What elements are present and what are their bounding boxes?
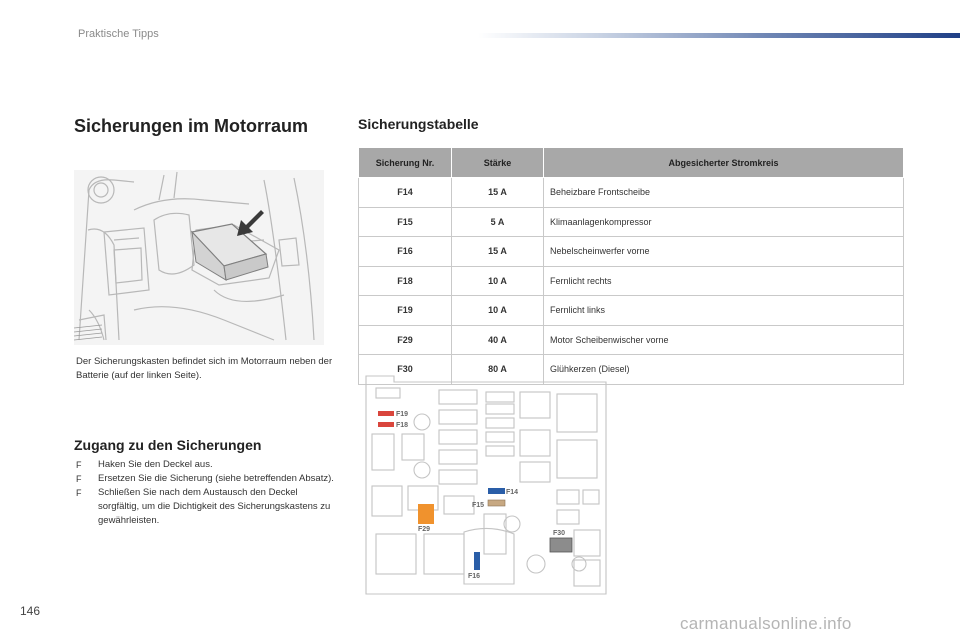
column-header-circuit: Abgesicherter Stromkreis bbox=[544, 148, 904, 178]
table-row bbox=[359, 207, 904, 237]
fuse-rating: 80 A bbox=[452, 355, 544, 385]
fuse-box-diagram bbox=[364, 374, 612, 596]
fuse-circuit: Klimaanlagenkompressor bbox=[544, 207, 904, 237]
step-text: Ersetzen Sie die Sicherung (siehe betreffenden Absatz). bbox=[98, 473, 334, 484]
fuse-number: F30 bbox=[359, 355, 452, 385]
fuse-table bbox=[358, 147, 904, 385]
fuse-f16-icon bbox=[474, 552, 480, 570]
bullet-icon: F bbox=[76, 474, 82, 484]
fuse-f15-icon bbox=[488, 500, 505, 506]
header-gradient-bar bbox=[478, 33, 960, 38]
bullet-icon: F bbox=[76, 460, 82, 470]
fuse-f30-icon bbox=[550, 538, 572, 552]
page-number: 146 bbox=[20, 604, 41, 618]
column-header-fuse: Sicherung Nr. bbox=[359, 148, 452, 178]
section-title: Sicherungen im Motorraum bbox=[74, 116, 309, 136]
fuse-label-f29: F29 bbox=[418, 526, 431, 533]
table-row bbox=[359, 325, 904, 355]
fuse-circuit: Fernlicht links bbox=[544, 296, 904, 326]
fuse-label-f30: F30 bbox=[553, 530, 566, 537]
step-text: Schließen Sie nach dem Austausch den Deckel sorgfältig, um die Dichtigkeit des Sicherungskastens zu gewährleisten. bbox=[98, 487, 331, 526]
fuse-number: F16 bbox=[359, 237, 452, 267]
fuse-label-f19: F19 bbox=[396, 411, 409, 418]
fuse-rating: 5 A bbox=[452, 207, 544, 237]
step-item bbox=[76, 458, 336, 472]
fuse-circuit: Nebelscheinwerfer vorne bbox=[544, 237, 904, 267]
fuse-f14-icon bbox=[488, 488, 505, 494]
fuse-f29-icon bbox=[418, 504, 434, 524]
fuse-label-f14: F14 bbox=[506, 489, 519, 496]
fuse-number: F15 bbox=[359, 207, 452, 237]
fuse-number: F14 bbox=[359, 178, 452, 208]
location-caption: Der Sicherungskasten befindet sich im Motorraum neben der Batterie (auf der linken Seite). bbox=[76, 356, 333, 381]
fuse-f19-icon bbox=[378, 411, 394, 416]
watermark: carmanualsonline.info bbox=[680, 614, 852, 633]
fuse-number: F19 bbox=[359, 296, 452, 326]
fuse-number: F29 bbox=[359, 325, 452, 355]
running-header: Praktische Tipps bbox=[78, 28, 159, 40]
fuse-circuit: Beheizbare Frontscheibe bbox=[544, 178, 904, 208]
table-row bbox=[359, 296, 904, 326]
step-item bbox=[76, 472, 336, 486]
step-text: Haken Sie den Deckel aus. bbox=[98, 459, 213, 470]
column-header-rating: Stärke bbox=[452, 148, 544, 178]
fuse-rating: 10 A bbox=[452, 296, 544, 326]
fuse-label-f16: F16 bbox=[468, 573, 481, 580]
access-title: Zugang zu den Sicherungen bbox=[74, 437, 262, 453]
table-title: Sicherungstabelle bbox=[358, 116, 479, 132]
fuse-rating: 15 A bbox=[452, 178, 544, 208]
fuse-circuit: Motor Scheibenwischer vorne bbox=[544, 325, 904, 355]
fuse-circuit: Glühkerzen (Diesel) bbox=[544, 355, 904, 385]
fuse-rating: 10 A bbox=[452, 266, 544, 296]
table-header-row bbox=[359, 148, 904, 178]
fuse-circuit: Fernlicht rechts bbox=[544, 266, 904, 296]
engine-compartment-illustration bbox=[74, 170, 324, 345]
step-item bbox=[76, 486, 336, 528]
fuse-label-f15: F15 bbox=[472, 502, 485, 509]
fuse-rating: 40 A bbox=[452, 325, 544, 355]
table-row bbox=[359, 237, 904, 267]
access-steps bbox=[76, 458, 336, 528]
fuse-rating: 15 A bbox=[452, 237, 544, 267]
fuse-f18-icon bbox=[378, 422, 394, 427]
bullet-icon: F bbox=[76, 488, 82, 498]
table-row bbox=[359, 178, 904, 208]
fuse-label-f18: F18 bbox=[396, 422, 409, 429]
table-row bbox=[359, 266, 904, 296]
fuse-number: F18 bbox=[359, 266, 452, 296]
